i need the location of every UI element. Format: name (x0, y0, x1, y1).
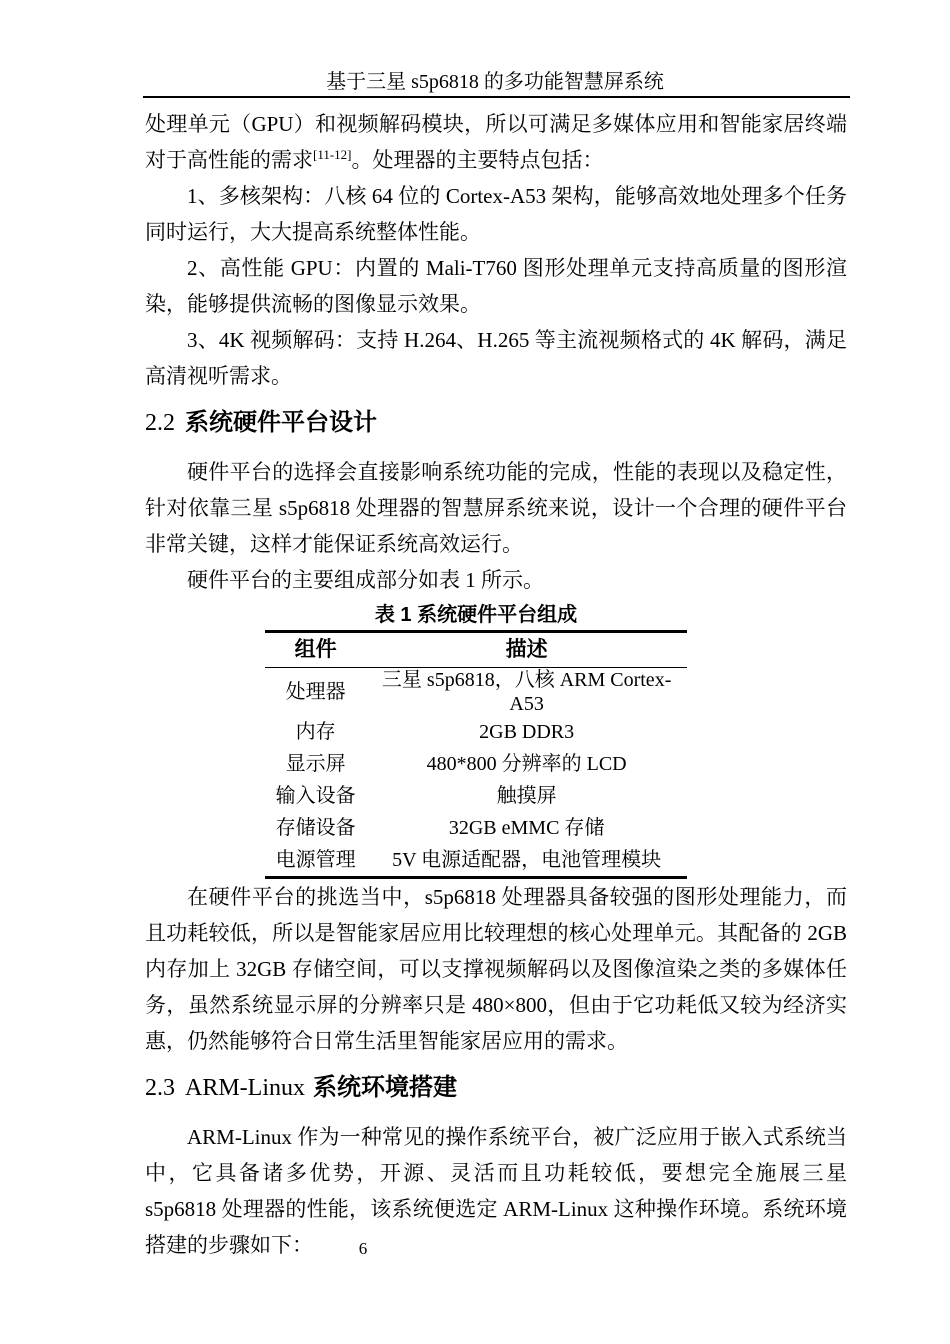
table-cell: 存储设备 (275, 817, 356, 839)
running-head-title: 基于三星 s5p6818 的多功能智慧屏系统 (326, 71, 664, 93)
table-cell: 输入设备 (275, 785, 356, 807)
header-rule (143, 96, 850, 98)
table-cell: 2GB DDR3 (479, 721, 575, 743)
paragraph-text: 处理单元（GPU）和视频解码模块，所以可满足多媒体应用和智能家居终端对于高性能的需求 (145, 112, 847, 172)
paragraph-hardware-analysis: 在硬件平台的挑选当中，s5p6818 处理器具备较强的图形处理能力，而且功耗较低，所以是智能家居应用比较理想的核心处理单元。其配备的 2GB 内存加上 32GB 存储空间，可以支撑视频解码以及图像渲染之类的多媒体任务，虽然系统显示屏的分辨率只是 480×800，但由于它功耗低又较为经济实惠，仍然能够符合日常生活里智能家居应用的需求。 (145, 885, 847, 1053)
table-cell: 32GB eMMC 存储 (448, 817, 605, 839)
section-title: 系统环境搭建 (313, 1074, 457, 1101)
column-header-component: 组件 (265, 632, 366, 668)
section-number: 2.2 (145, 410, 175, 436)
table-cell: 内存 (295, 721, 336, 743)
table-header (265, 632, 687, 668)
paragraph-text: 。处理器的主要特点包括： (351, 148, 604, 172)
table-row (265, 812, 687, 844)
section-heading-2-2 (145, 408, 847, 438)
table-cell: 480*800 分辨率的 LCD (426, 753, 627, 775)
section-heading-2-3 (145, 1073, 847, 1103)
feature-item-gpu: 2、高性能 GPU：内置的 Mali-T760 图形处理单元支持高质量的图形渲染，能够提供流畅的图像显示效果。 (145, 256, 847, 316)
table-header-row (265, 632, 687, 668)
table-row (265, 716, 687, 748)
page-body (145, 106, 847, 1263)
table-row (265, 748, 687, 780)
page-number: 6 (358, 1239, 368, 1258)
table-cell: 电源管理 (275, 849, 356, 871)
paragraph-table-lead-in: 硬件平台的主要组成部分如表 1 所示。 (187, 568, 544, 592)
table-cell: 触摸屏 (496, 785, 557, 807)
column-header-description: 描述 (366, 632, 687, 668)
table-cell: 三星 s5p6818，八核 ARM Cortex-A53 (381, 669, 672, 715)
table-cell: 5V 电源适配器，电池管理模块 (392, 849, 662, 871)
paragraph-continued (145, 106, 847, 178)
citation-reference: [11-12] (313, 147, 352, 162)
paragraph-hardware-choice: 硬件平台的选择会直接影响系统功能的完成，性能的表现以及稳定性，针对依靠三星 s5p6818 处理器的智慧屏系统来说，设计一个合理的硬件平台非常关键，这样才能保证系统高效运行。 (145, 460, 847, 556)
hardware-platform-table (265, 600, 687, 879)
table-body (265, 668, 687, 878)
section-title: 系统硬件平台设计 (185, 409, 377, 436)
table (265, 630, 687, 879)
feature-item-multicore: 1、多核架构：八核 64 位的 Cortex-A53 架构，能够高效地处理多个任务同时运行，大大提高系统整体性能。 (145, 184, 847, 244)
section-title-latin: ARM-Linux (185, 1075, 305, 1101)
table-row (265, 844, 687, 878)
table-row (265, 668, 687, 717)
table-cell: 显示屏 (285, 753, 346, 775)
paragraph-arm-linux-intro: ARM-Linux 作为一种常见的操作系统平台，被广泛应用于嵌入式系统当中，它具备诸多优势，开源、灵活而且功耗较低，要想完全施展三星 s5p6818 处理器的性能，该系统便选定 ARM-Linux 这种操作环境。系统环境搭建的步骤如下： (145, 1125, 847, 1257)
table-cell: 处理器 (285, 681, 346, 703)
feature-item-4k-decode: 3、4K 视频解码：支持 H.264、H.265 等主流视频格式的 4K 解码，满足高清视听需求。 (145, 328, 847, 388)
table-row (265, 780, 687, 812)
section-number: 2.3 (145, 1075, 175, 1101)
table-caption: 表 1 系统硬件平台组成 (374, 604, 578, 626)
